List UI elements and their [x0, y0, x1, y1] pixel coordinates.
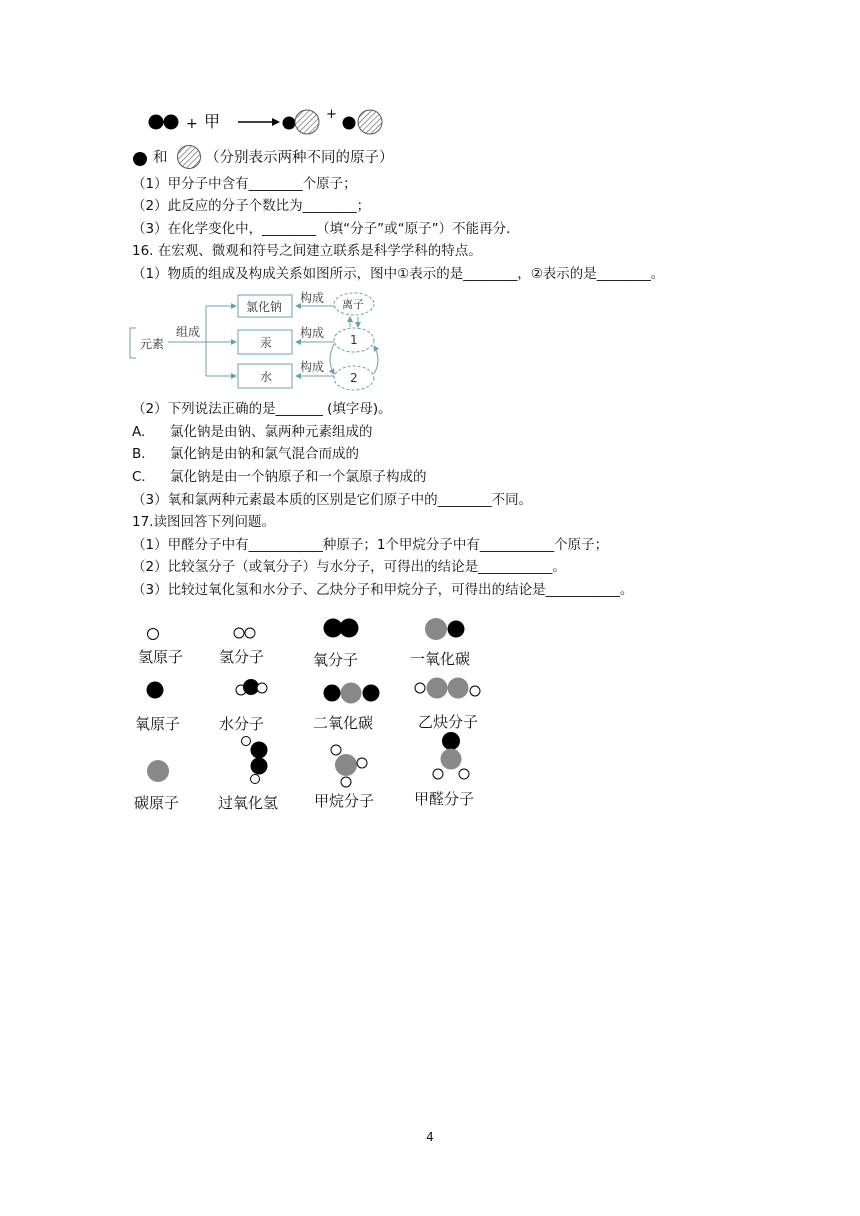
- option-b-letter: B.: [132, 446, 146, 462]
- q17-line-2: （2）比较氢分子（或氧分子）与水分子，可得出的结论是___________。: [132, 559, 566, 575]
- label-hydrogen-peroxide: 过氧化氢: [218, 794, 279, 812]
- q17-line-3: （3）比较过氧化氢和水分子、乙炔分子和甲烷分子，可得出的结论是___________。: [132, 582, 634, 598]
- plus-sign-2: +: [326, 107, 337, 122]
- particle-2: 2: [350, 371, 358, 385]
- option-c-text: 氯化钠是由一个钠原子和一个氯原子构成的: [170, 469, 427, 485]
- diagram-element: 元素: [140, 337, 165, 351]
- q17-line-1: （1）甲醛分子中有___________种原子；1个甲烷分子中有___________个原子；: [132, 537, 609, 553]
- q15-line-2: （2）此反应的分子个数比为________；: [132, 198, 371, 214]
- option-c-letter: C.: [132, 469, 146, 485]
- option-a-text: 氯化钠是由钠、氯两种元素组成的: [170, 424, 373, 440]
- carbon-monoxide-model: [425, 618, 465, 640]
- label-carbon-dioxide: 二氧化碳: [313, 714, 374, 732]
- carbon-dioxide-model: [324, 683, 380, 704]
- label-hydrogen-molecule: 氢分子: [219, 648, 265, 666]
- q16-part-3: （3）氧和氯两种元素最本质的区别是它们原子中的________不同。: [132, 492, 533, 508]
- oxygen-molecule-model: [324, 619, 359, 638]
- hydrogen-atom-model: [148, 629, 159, 640]
- reactant-molecule: [149, 115, 179, 130]
- label-oxygen-molecule: 氧分子: [313, 651, 359, 669]
- constitute-3: 构成: [300, 360, 325, 374]
- option-b-text: 氯化钠是由钠和氯气混合而成的: [170, 446, 359, 462]
- reactant-jia: 甲: [204, 112, 221, 131]
- carbon-atom-model: [147, 760, 169, 782]
- composition-diagram: [128, 290, 388, 394]
- legend-hatched-atom-icon: [176, 144, 204, 170]
- constitute-1: 构成: [300, 291, 325, 305]
- label-acetylene: 乙炔分子: [418, 713, 479, 731]
- label-hydrogen-atom: 氢原子: [138, 648, 184, 666]
- option-a-letter: A.: [132, 424, 146, 440]
- q17-title: 17.读图回答下列问题。: [132, 514, 275, 530]
- substance-hg: 汞: [260, 336, 273, 350]
- label-carbon-atom: 碳原子: [134, 794, 180, 812]
- plus-sign: +: [186, 116, 198, 132]
- hydrogen-molecule-model: [234, 628, 255, 638]
- methane-model: [331, 745, 367, 787]
- label-oxygen-atom: 氧原子: [135, 715, 181, 733]
- legend-and: 和: [153, 150, 168, 166]
- q16-part-2: （2）下列说法正确的是_______ (填字母)。: [132, 401, 392, 417]
- q15-line-1: （1）甲分子中含有________个原子；: [132, 176, 357, 192]
- q16-part-1: （1）物质的组成及构成关系如图所示，图中①表示的是________，②表示的是________。: [132, 266, 665, 282]
- product-molecule-1: [283, 110, 320, 134]
- label-methane: 甲烷分子: [314, 792, 375, 810]
- particle-1: 1: [350, 333, 358, 347]
- legend-note: （分别表示两种不同的原子）: [205, 150, 394, 166]
- water-molecule-model: [236, 679, 267, 695]
- constitute-2: 构成: [300, 326, 325, 340]
- label-formaldehyde: 甲醛分子: [414, 790, 475, 808]
- reaction-arrow: [238, 118, 280, 126]
- substance-water: 水: [260, 370, 273, 384]
- formaldehyde-model: [433, 732, 469, 779]
- q15-line-3: （3）在化学变化中，________（填“分子”或“原子”）不能再分.: [132, 221, 511, 237]
- page-number: 4: [426, 1130, 434, 1144]
- legend-black-atom-icon: [132, 151, 148, 167]
- label-carbon-monoxide: 一氧化碳: [410, 650, 471, 668]
- particle-ion: 离子: [342, 298, 364, 311]
- substance-nacl: 氯化钠: [246, 300, 283, 314]
- oxygen-atom-model: [147, 682, 164, 699]
- label-water-molecule: 水分子: [219, 715, 265, 733]
- acetylene-model: [415, 678, 480, 699]
- diagram-compose: 组成: [176, 325, 201, 339]
- product-molecule-2: [343, 110, 383, 134]
- hydrogen-peroxide-model: [242, 737, 268, 784]
- q16-title: 16. 在宏观、微观和符号之间建立联系是科学学科的特点。: [132, 243, 482, 259]
